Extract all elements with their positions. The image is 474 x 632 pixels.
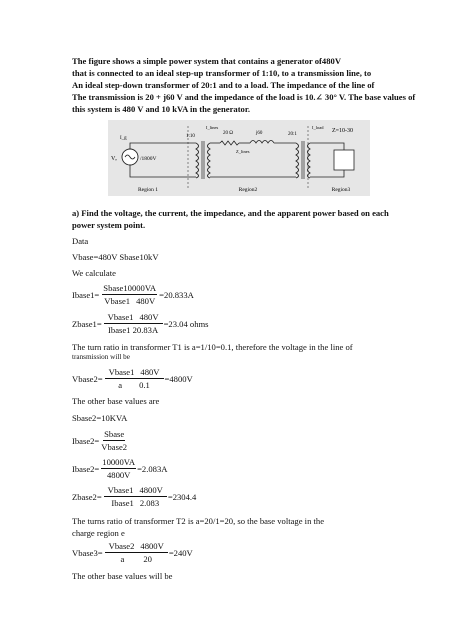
vbase2-den-left: a	[118, 380, 123, 390]
t1-ratio-label: 1:10	[186, 134, 195, 139]
turns-ratio-t2-line-1: The turns ratio of transformer T2 is a=20/1=20, so the base voltage in the	[72, 516, 325, 526]
zbase2-num-right: 4800V	[139, 485, 163, 495]
ibase2-numeric-result: =2.083A	[137, 463, 168, 474]
region-2-label: Region2	[238, 187, 258, 193]
power-system-diagram	[108, 120, 370, 196]
intro-line-1: The figure shows a simple power system that contains a generator of480V	[72, 56, 342, 66]
vbase2-lhs: Vbase2=	[72, 373, 103, 384]
ibase1-numerator: Sbase10000VA	[103, 283, 157, 293]
vbase3-den-right: 20	[143, 554, 152, 564]
region-1-label: Region 1	[137, 187, 159, 193]
t2-ratio-label: 20:1	[288, 132, 297, 137]
vbase2-fraction	[105, 367, 164, 390]
zbase2-result: =2304.4	[167, 491, 197, 502]
turn-ratio-line-1: The turn ratio in transformer T1 is a=1/10=0.1, therefore the voltage in the line of	[72, 342, 353, 352]
zbase1-num-right: 480V	[139, 312, 159, 322]
zbase2-den-right: 2.083	[139, 498, 160, 508]
ibase1-den-right: 480V	[136, 296, 156, 306]
zbase2-lhs: Zbase2=	[72, 491, 102, 502]
vbase3-equation	[72, 541, 193, 564]
ibase2-numeric-lhs: Ibase2=	[72, 463, 100, 474]
question-line-2: power system point.	[72, 220, 146, 230]
vbase3-num-right: 4800V	[140, 541, 164, 551]
zbase2-fraction	[104, 485, 167, 508]
intro-line-2: that is connected to an ideal step-up transformer of 1:10, to a transmission line, to	[72, 68, 372, 78]
turn-ratio-line-2: transmission will be	[72, 353, 130, 361]
line-reactance-label: j60	[256, 131, 263, 136]
turns-ratio-t2-line-2: charge region e	[72, 528, 125, 538]
other-base-values-1: The other base values are	[72, 396, 160, 406]
vbase2-num-right: 480V	[140, 367, 160, 377]
question-line-1: a) Find the voltage, the current, the impedance, and the apparent power based on each	[72, 208, 389, 218]
load-impedance-label: Z=10-30	[332, 128, 354, 134]
vbase2-equation	[72, 367, 193, 390]
load-box	[334, 150, 354, 170]
sbase2-line: Sbase2=10KVA	[72, 413, 128, 423]
ibase2-numeric-numerator: 10000VA	[102, 457, 136, 467]
load-current-label: I_load	[312, 125, 324, 130]
vbase3-lhs: Vbase3=	[72, 547, 103, 558]
ibase2-numeric-fraction	[101, 457, 136, 480]
ibase2-symbolic-equation	[72, 429, 127, 452]
ibase2-numeric-equation	[72, 457, 167, 480]
zbase1-num-left: Vbase1	[107, 312, 134, 322]
intro-line-3: An ideal step-down transformer of 20:1 and to a load. The impedance of the line of	[72, 80, 375, 90]
zbase1-result: =23.04 ohms	[163, 318, 209, 329]
zbase2-num-left: Vbase1	[107, 485, 134, 495]
source-label: Vₑ	[111, 156, 117, 162]
ibase2-symbolic-numerator: Sbase	[104, 429, 125, 439]
ibase1-result: =20.833A	[159, 289, 194, 300]
line-resistance-label: 20 Ω	[223, 131, 233, 136]
vbase2-num-left: Vbase1	[108, 367, 135, 377]
ibase1-den-left: Vbase1	[104, 296, 131, 306]
intro-line-5: this system is 480 V and 10 kVA in the generator.	[72, 104, 251, 114]
ibase2-numeric-denominator: 4800V	[106, 470, 131, 480]
ibase1-equation	[72, 283, 194, 306]
line-impedance-label: Z_lines	[236, 149, 250, 154]
zbase1-fraction	[104, 312, 163, 335]
vbase3-fraction	[105, 541, 168, 564]
ibase1-lhs: Ibase1=	[72, 289, 100, 300]
ibase1-fraction	[101, 283, 158, 306]
other-base-values-2: The other base values will be	[72, 571, 173, 581]
vbase3-num-left: Vbase2	[108, 541, 135, 551]
region-3-label: Region3	[331, 187, 351, 193]
ibase2-symbolic-lhs: Ibase2=	[72, 435, 100, 446]
source-angle-label: /1800V	[140, 156, 157, 162]
zbase2-den-left: Ibase1	[111, 498, 134, 508]
zbase1-lhs: Zbase1=	[72, 318, 102, 329]
we-calculate: We calculate	[72, 268, 116, 278]
vbase2-result: =4800V	[164, 373, 193, 384]
vbase-line: Vbase=480V Sbase10kV	[72, 252, 159, 262]
intro-line-4: The transmission is 20 + j60 V and the impedance of the load is 10.∠ 30° V. The base values of	[72, 92, 416, 102]
generator-current-label: I_g	[120, 136, 127, 141]
zbase1-denominator: Ibase1 20.83A	[108, 325, 159, 335]
line-current-label: I_lines	[206, 125, 219, 130]
ibase2-symbolic-fraction	[101, 429, 127, 452]
vbase2-den-right: 0.1	[139, 380, 150, 390]
zbase1-equation	[72, 312, 209, 335]
vbase3-den-left: a	[120, 554, 125, 564]
zbase2-equation	[72, 485, 196, 508]
data-heading: Data	[72, 236, 89, 246]
ibase2-symbolic-denominator: Vbase2	[101, 442, 128, 452]
vbase3-result: =240V	[168, 547, 193, 558]
